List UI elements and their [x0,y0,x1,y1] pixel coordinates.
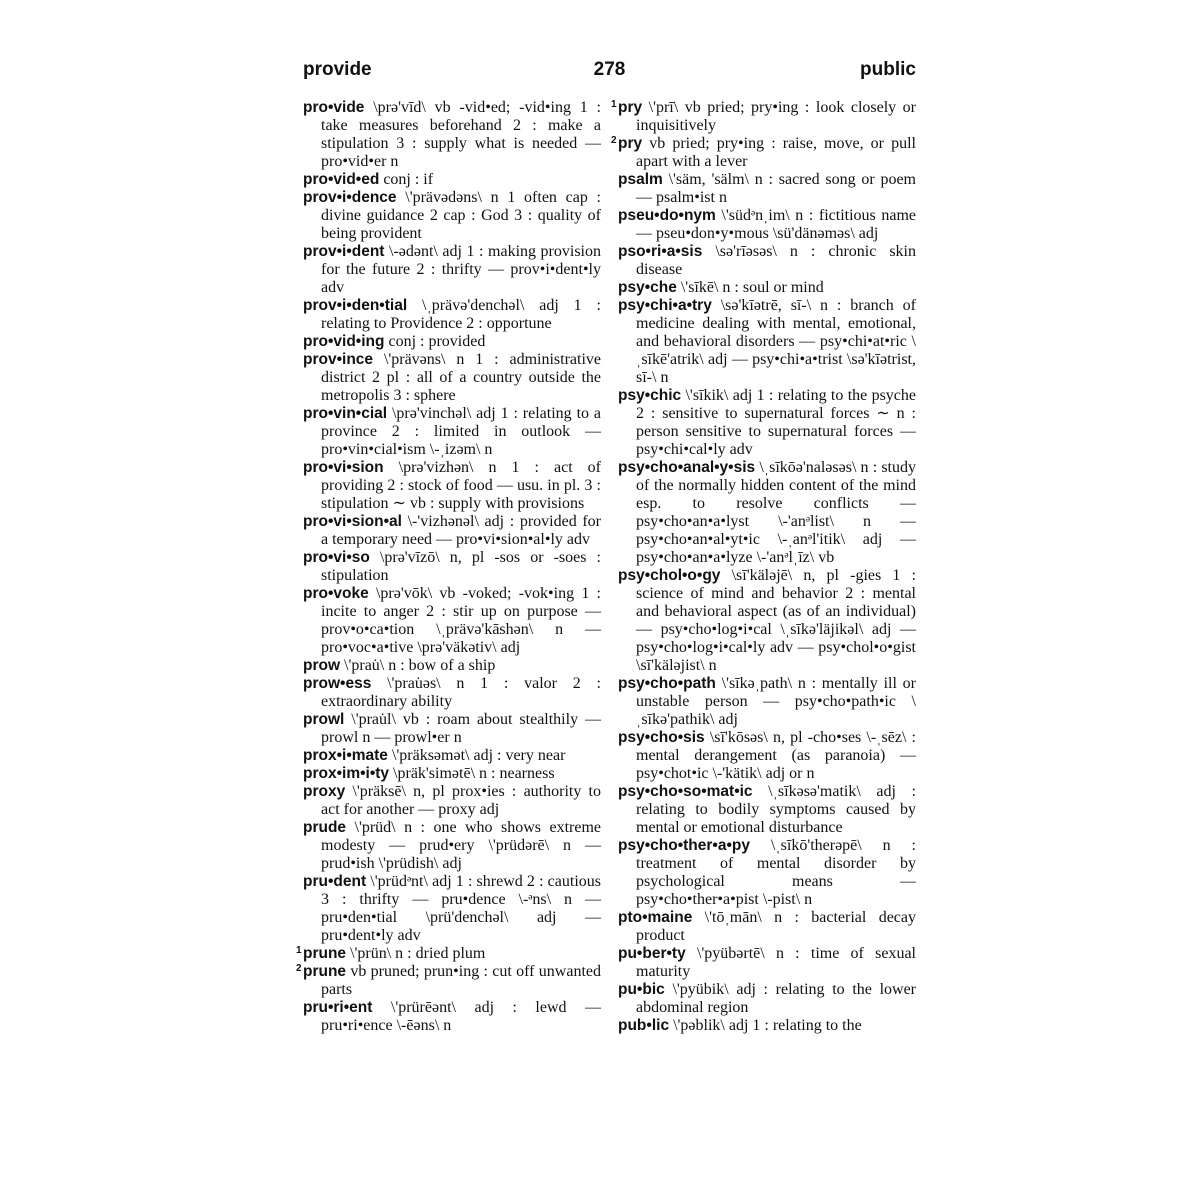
entry-definition: \prə'vīd\ vb -vid•ed; -vid•ing 1 : take measures beforehand 2 : make a stipulation 3 : supply what is needed — pro•vid•er n [321,99,601,170]
headword: prov•ince [303,351,374,368]
entry-definition: \'pəblik\ adj 1 : relating to the [669,1017,862,1034]
headword: prov•i•dent [303,243,385,260]
headword: psy•chol•o•gy [618,567,721,584]
headword: pto•maine [618,909,693,926]
entry-definition: \'präksəmət\ adj : very near [387,747,566,764]
entry-definition: \sī'käləjē\ n, pl -gies 1 : science of mind and behavior 2 : mental and behavioral aspect (as of an individual) — psy•cho•log•i•cal \ˌsīkə'läjikəl\ adj — psy•cho•log•i•cal•ly adv — psy•chol•o•gist \sī'käləjist\ n [636,567,916,674]
entry-definition: \sə'rīəsəs\ n : chronic skin disease [636,243,916,278]
headword: pro•vi•sion•al [303,513,402,530]
entry-definition: \ˌsīkō'therəpē\ n : treatment of mental disorder by psychological means — psy•cho•ther•a•pist \-pist\ n [636,837,916,908]
entry-definition: \'prün\ n : dried plum [346,945,486,962]
entry-definition: \'tōˌmān\ n : bacterial decay product [636,909,916,944]
headword: pry [618,99,643,116]
left-column [296,99,601,1035]
entry-definition: \ˌsīkəsə'matik\ adj : relating to bodily symptoms caused by mental or emotional disturbance [636,783,916,836]
headword: prow [303,657,341,674]
entry-definition: \'prau̇\ n : bow of a ship [340,657,496,674]
entry-definition: \'säm, 'sälm\ n : sacred song or poem — psalm•ist n [636,171,916,206]
headword: pro•voke [303,585,369,602]
entry-definition: \'prävəns\ n 1 : administrative district 2 pl : all of a country outside the metropolis 3 : sphere [321,351,601,404]
entry-definition: \prə'vōk\ vb -voked; -vok•ing 1 : incite to anger 2 : stir up on purpose — prov•o•ca•tion \ˌprävə'kāshən\ n — pro•voc•a•tive \prə'väkətiv\ adj [321,585,601,656]
headword: psy•cho•sis [618,729,705,746]
dictionary-entry [303,675,601,711]
dictionary-entry [303,171,601,189]
headword: prowl [303,711,345,728]
entry-definition: \ˌsīkōə'naləsəs\ n : study of the normally hidden content of the mind esp. to resolve conflicts — psy•cho•an•a•lyst \-'anᵊlist\ n — psy•cho•an•al•yt•ic \-ˌanᵊl'itik\ adj — psy•cho•an•a•lyze \-'anᵊlˌīz\ vb [636,459,916,566]
headword: psy•chic [618,387,682,404]
headword: pub•lic [618,1017,670,1034]
dictionary-entry [303,297,601,333]
headword: proxy [303,783,346,800]
dictionary-entry [618,171,916,207]
page-number: 278 [593,59,626,80]
entry-definition: \'prüd\ n : one who shows extreme modesty — prud•ery \'prüdərē\ n — prud•ish \'prüdish\ adj [321,819,601,872]
entry-definition: \'sīkik\ adj 1 : relating to the psyche 2 : sensitive to supernatural forces ∼ n : person sensitive to supernatural forces — psy•chi•cal•ly adv [636,387,916,458]
entry-definition: \'prävədəns\ n 1 often cap : divine guidance 2 cap : God 3 : quality of being provident [321,189,601,242]
headword: pro•vide [303,99,365,116]
headword: pru•ri•ent [303,999,373,1016]
entry-definition: \'prürēənt\ adj : lewd — pru•ri•ence \-ēəns\ n [321,999,601,1034]
entry-definition: \sə'kīətrē, sī-\ n : branch of medicine dealing with mental, emotional, and behavioral disorders — psy•chi•at•ric \ˌsīkē'atrik\ adj — psy•chi•a•trist \sə'kīətrist, sī-\ n [636,297,916,386]
headword: prov•i•den•tial [303,297,408,314]
dictionary-entry [303,765,601,783]
dictionary-entry [303,513,601,549]
dictionary-entry [618,675,916,729]
left-guide-word: provide [303,59,372,80]
headword: prune [303,945,347,962]
headword: pso•ri•a•sis [618,243,703,260]
headword: psy•cho•so•mat•ic [618,783,753,800]
dictionary-entry [303,999,601,1035]
dictionary-entry [303,783,601,819]
headword: prude [303,819,347,836]
dictionary-entry [618,783,916,837]
entry-definition: \-ədənt\ adj 1 : making provision for the future 2 : thrifty — prov•i•dent•ly adv [321,243,601,296]
headword: pro•vi•so [303,549,370,566]
dictionary-entry [303,459,601,513]
headword: psy•cho•path [618,675,716,692]
headword: pu•ber•ty [618,945,686,962]
headword: prune [303,963,347,980]
right-column [611,99,916,1035]
dictionary-entry: 2 pry vb pried; pry•ing : raise, move, or pull apart with a lever [611,135,916,170]
headword: prox•i•mate [303,747,388,764]
headword: pro•vin•cial [303,405,388,422]
headword: pro•vid•ed [303,171,380,188]
dictionary-entry [618,981,916,1017]
page-header [303,58,916,84]
dictionary-entry [618,279,916,297]
dictionary-entry [303,351,601,405]
entry-definition: \'prī\ vb pried; pry•ing : look closely or inquisitively [636,99,916,134]
right-guide-word: public [860,59,916,80]
dictionary-entry [618,207,916,243]
dictionary-entry [618,729,916,783]
entry-definition: \'prau̇əs\ n 1 : valor 2 : extraordinary ability [321,675,601,710]
entry-definition: vb pruned; prun•ing : cut off unwanted parts [321,963,601,998]
dictionary-entry: 1 pry \'prī\ vb pried; pry•ing : look closely or inquisitively [611,99,916,134]
entry-definition: \prə'vinchəl\ adj 1 : relating to a province 2 : limited in outlook — pro•vin•cial•ism \-ˌizəm\ n [321,405,601,458]
entry-definition: \'südᵊnˌim\ n : fictitious name — pseu•don•y•mous \sü'dänəməs\ adj [636,207,916,242]
headword: psy•cho•ther•a•py [618,837,750,854]
headword: prov•i•dence [303,189,397,206]
entry-definition: \ˌprävə'denchəl\ adj 1 : relating to Providence 2 : opportune [321,297,601,332]
dictionary-entry [303,711,601,747]
dictionary-entry [303,99,601,171]
dictionary-entry [618,567,916,675]
entry-definition: \'pyübərtē\ n : time of sexual maturity [636,945,916,980]
headword: psy•chi•a•try [618,297,712,314]
dictionary-entry: 2 prune vb pruned; prun•ing : cut off unwanted parts [296,963,601,998]
entry-definition: \'sīkəˌpath\ n : mentally ill or unstable person — psy•cho•path•ic \ˌsīkə'pathik\ adj [636,675,916,728]
entry-definition: \'sīkē\ n : soul or mind [676,279,824,296]
entry-definition: \prə'vīzō\ n, pl -sos or -soes : stipulation [321,549,601,584]
dictionary-entry [303,819,601,873]
entry-definition: \sī'kōsəs\ n, pl -cho•ses \-ˌsēz\ : mental derangement (as paranoia) — psy•chot•ic \-'kätik\ adj or n [636,729,916,782]
dictionary-entry [618,297,916,387]
entry-definition: \'prau̇l\ vb : roam about stealthily — prowl n — prowl•er n [321,711,601,746]
entry-definition: conj : provided [384,333,486,350]
dictionary-entry [618,1017,916,1035]
dictionary-entry [618,945,916,981]
dictionary-entry [618,243,916,279]
dictionary-entry [303,747,601,765]
dictionary-entry [303,405,601,459]
entry-definition: \-'vizhənəl\ adj : provided for a temporary need — pro•vi•sion•al•ly adv [321,513,601,548]
dictionary-entry [303,189,601,243]
headword: pry [618,135,643,152]
headword: psalm [618,171,663,188]
headword: pu•bic [618,981,665,998]
headword: psy•cho•anal•y•sis [618,459,756,476]
headword: prox•im•i•ty [303,765,390,782]
entry-definition: \'präksē\ n, pl prox•ies : authority to act for another — proxy adj [321,783,601,818]
headword: pro•vi•sion [303,459,384,476]
dictionary-entry [303,243,601,297]
entry-definition: \'prüdᵊnt\ adj 1 : shrewd 2 : cautious 3 : thrifty — pru•dence \-ᵊns\ n — pru•den•tial \prü'denchəl\ adj — pru•dent•ly adv [321,873,601,944]
entry-definition: conj : if [379,171,434,188]
dictionary-entry [618,909,916,945]
entry-definition: \prə'vizhən\ n 1 : act of providing 2 : stock of food — usu. in pl. 3 : stipulation ∼ vb : supply with provisions [321,459,601,512]
dictionary-entry [618,387,916,459]
headword: pseu•do•nym [618,207,716,224]
dictionary-entry [303,549,601,585]
dictionary-entry [618,459,916,567]
dictionary-entry [303,333,601,351]
entry-definition: \präk'simətē\ n : nearness [389,765,555,782]
dictionary-entry [618,837,916,909]
dictionary-entry [303,585,601,657]
dictionary-entry [303,873,601,945]
entry-definition: vb pried; pry•ing : raise, move, or pull apart with a lever [636,135,916,170]
headword: psy•che [618,279,677,296]
dictionary-entry: 1 prune \'prün\ n : dried plum [296,945,486,962]
dictionary-entry [303,657,601,675]
entry-definition: \'pyübik\ adj : relating to the lower abdominal region [636,981,916,1016]
headword: prow•ess [303,675,372,692]
headword: pru•dent [303,873,367,890]
headword: pro•vid•ing [303,333,385,350]
